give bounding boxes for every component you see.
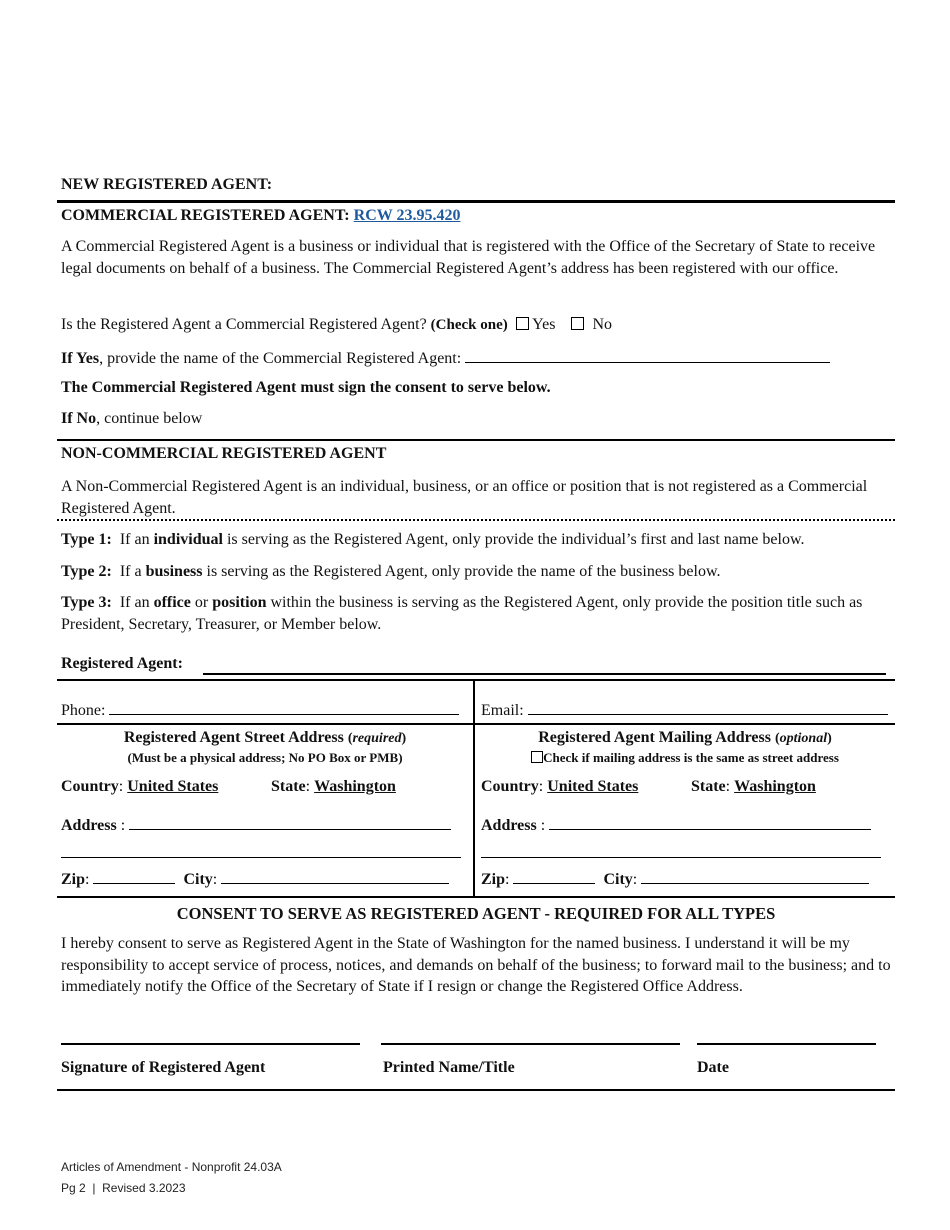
- type2-row: [61, 561, 891, 583]
- if-yes-row: [61, 348, 830, 368]
- no-checkbox[interactable]: [571, 317, 584, 330]
- mailing-country-row: Country: United States: [481, 778, 639, 795]
- type3-bold-position: position: [212, 594, 267, 611]
- table-center-divider: [473, 679, 475, 898]
- type1-row: [61, 529, 891, 551]
- street-address-field-2[interactable]: [61, 857, 461, 858]
- type1-post: is serving as the Registered Agent, only provide the individual’s first and last name below.: [226, 531, 805, 548]
- mailing-optional-note: optional: [779, 731, 828, 746]
- consent-text: I hereby consent to serve as Registered Agent in the State of Washington for the named business. I understand it will be my responsibility to accept service of process, notices, and demands on behalf of the business; to forward mail to the business; and to immediately notify the Office of the Secretary of State if I resign or change the Registered Office Address.: [61, 935, 891, 995]
- street-address-label: Address: [61, 817, 117, 834]
- mailing-address-label: Address: [481, 817, 537, 834]
- table-top-border: [57, 679, 895, 681]
- street-address-title: Registered Agent Street Address (required): [123, 729, 407, 746]
- phone-field[interactable]: [109, 700, 459, 715]
- mailing-same-row: [475, 750, 895, 766]
- printed-name-field[interactable]: [381, 1043, 680, 1045]
- type2-pre: If a: [119, 563, 142, 580]
- street-city-label: City: [183, 871, 213, 888]
- street-country-row: Country: United States: [61, 778, 219, 795]
- type3-row: [61, 592, 891, 635]
- email-label: Email:: [481, 702, 524, 719]
- street-address-row: Address :: [61, 815, 451, 835]
- type1-pre: If an: [119, 531, 150, 548]
- street-zip-field[interactable]: [93, 869, 175, 884]
- street-country-label: Country: [61, 778, 119, 795]
- mailing-title-text: Registered Agent Mailing Address: [538, 729, 771, 746]
- date-label: Date: [697, 1059, 729, 1076]
- if-no-text: , continue below: [96, 410, 203, 427]
- street-state-value: Washington: [314, 778, 396, 795]
- yes-checkbox[interactable]: [516, 317, 529, 330]
- street-state-row: State: Washington: [271, 778, 396, 795]
- type2-bold: business: [145, 563, 203, 580]
- divider-top: [57, 200, 895, 203]
- dotted-divider: [57, 519, 895, 521]
- mailing-zip-label: Zip: [481, 871, 506, 888]
- date-field[interactable]: [697, 1043, 876, 1045]
- street-state-label: State: [271, 778, 306, 795]
- divider-bottom: [57, 1089, 895, 1091]
- mailing-same-text: Check if mailing address is the same as street address: [543, 750, 839, 765]
- type3-label: Type 3:: [61, 594, 112, 611]
- email-row: [481, 700, 888, 720]
- mailing-country-value: United States: [547, 778, 639, 795]
- mailing-address-title: Registered Agent Mailing Address (optional): [538, 729, 832, 746]
- noncommercial-description: A Non-Commercial Registered Agent is an individual, business, or an office or position that is not registered as a Commercial Registered Agent.: [61, 478, 868, 517]
- street-zip-label: Zip: [61, 871, 86, 888]
- street-required-note: required: [352, 731, 402, 746]
- table-bottom-border: [57, 896, 895, 898]
- street-city-field[interactable]: [221, 869, 449, 884]
- type3-pre: If an: [119, 594, 150, 611]
- street-zip-city-row: Zip: City:: [61, 869, 449, 889]
- commercial-agent-name-field[interactable]: [465, 348, 830, 363]
- yes-label: Yes: [532, 316, 556, 333]
- footer-page-revision: Pg 2 | Revised 3.2023: [61, 1181, 186, 1195]
- section-title-new-agent: NEW REGISTERED AGENT:: [61, 176, 273, 193]
- type3-post: within the business is serving as the Registered Agent, only provide the position title such as President, Secretary, Treasurer, or Member below.: [61, 594, 863, 633]
- no-label: No: [592, 316, 612, 333]
- consent-heading: CONSENT TO SERVE AS REGISTERED AGENT - REQUIRED FOR ALL TYPES: [176, 904, 776, 923]
- street-address-subtitle: (Must be a physical address; No PO Box or PMB): [127, 750, 403, 765]
- commercial-heading-text: COMMERCIAL REGISTERED AGENT:: [61, 207, 350, 224]
- noncommercial-heading: NON-COMMERCIAL REGISTERED AGENT: [61, 445, 387, 462]
- registered-agent-label: Registered Agent:: [61, 655, 183, 672]
- commercial-question: Is the Registered Agent a Commercial Registered Agent?: [61, 316, 427, 333]
- signature-field[interactable]: [61, 1043, 360, 1045]
- mailing-zip-city-row: Zip: City:: [481, 869, 869, 889]
- mailing-state-value: Washington: [734, 778, 816, 795]
- mailing-state-label: State: [691, 778, 726, 795]
- commercial-description: A Commercial Registered Agent is a business or individual that is registered with the Office of the Secretary of State to receive legal documents on behalf of a business. The Commercial Registered Agent’s address has been registered with our office.: [61, 238, 876, 277]
- mailing-country-label: Country: [481, 778, 539, 795]
- must-sign-note: The Commercial Registered Agent must sign the consent to serve below.: [61, 379, 551, 396]
- mailing-city-field[interactable]: [641, 869, 869, 884]
- type1-label: Type 1:: [61, 531, 112, 548]
- type2-label: Type 2:: [61, 563, 112, 580]
- street-country-value: United States: [127, 778, 219, 795]
- mailing-address-field[interactable]: [549, 815, 871, 830]
- street-title-text: Registered Agent Street Address: [123, 729, 344, 746]
- table-mid-border: [57, 723, 895, 725]
- type1-bold: individual: [153, 531, 223, 548]
- mailing-zip-field[interactable]: [513, 869, 595, 884]
- footer-form-name: Articles of Amendment - Nonprofit 24.03A: [61, 1160, 282, 1174]
- commercial-heading: [61, 207, 460, 225]
- divider-noncommercial: [57, 439, 895, 441]
- check-one-note: (Check one): [430, 317, 508, 333]
- signature-label: Signature of Registered Agent: [61, 1059, 266, 1076]
- mailing-address-row: Address :: [481, 815, 871, 835]
- phone-row: [61, 700, 459, 720]
- type3-mid: or: [194, 594, 209, 611]
- rcw-link[interactable]: RCW 23.95.420: [353, 207, 461, 224]
- mailing-same-checkbox[interactable]: [531, 751, 543, 763]
- mailing-city-label: City: [603, 871, 633, 888]
- phone-label: Phone:: [61, 702, 106, 719]
- printed-name-label: Printed Name/Title: [383, 1059, 515, 1076]
- if-yes-text: , provide the name of the Commercial Registered Agent:: [99, 350, 462, 367]
- if-no-bold: If No: [61, 410, 97, 427]
- mailing-address-field-2[interactable]: [481, 857, 881, 858]
- commercial-question-row: [61, 316, 612, 334]
- type2-post: is serving as the Registered Agent, only provide the name of the business below.: [206, 563, 721, 580]
- mailing-state-row: State: Washington: [691, 778, 816, 795]
- if-no-row: [61, 410, 202, 428]
- registered-agent-field[interactable]: [203, 673, 886, 675]
- street-address-field[interactable]: [129, 815, 451, 830]
- type3-bold-office: office: [153, 594, 191, 611]
- email-field[interactable]: [528, 700, 888, 715]
- if-yes-bold: If Yes: [61, 350, 100, 367]
